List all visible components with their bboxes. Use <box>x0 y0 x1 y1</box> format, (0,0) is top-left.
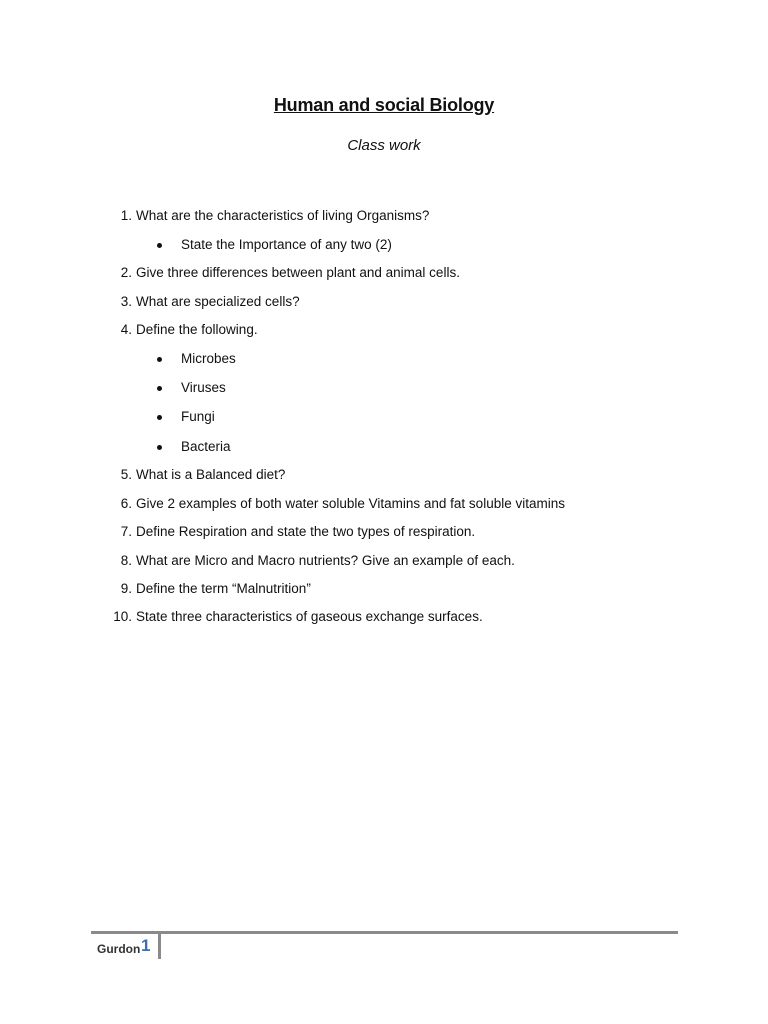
question-number: 8. <box>120 553 132 568</box>
footer-rule <box>91 931 678 934</box>
sub-item-text: State the Importance of any two (2) <box>181 237 392 252</box>
page-number: 1 <box>141 936 151 955</box>
question-number: 5. <box>120 467 132 482</box>
question-number: 4. <box>120 322 132 337</box>
question-text: State three characteristics of gaseous exchange surfaces. <box>136 609 483 624</box>
sub-item-text: Bacteria <box>181 439 231 454</box>
document-subtitle: Class work <box>347 137 421 154</box>
question-text: What are specialized cells? <box>136 294 300 309</box>
question-text: Define the term “Malnutrition” <box>136 581 311 596</box>
question-text: Define Respiration and state the two types of respiration. <box>136 524 476 539</box>
sub-item-text: Microbes <box>181 351 236 366</box>
bullet-icon <box>157 243 162 248</box>
bullet-icon <box>157 445 162 450</box>
question-text: Give 2 examples of both water soluble Vitamins and fat soluble vitamins <box>136 496 565 511</box>
question-text: What are the characteristics of living Organisms? <box>136 208 430 223</box>
question-number: 3. <box>120 294 132 309</box>
question-number: 1. <box>120 208 132 223</box>
question-text: Define the following. <box>136 322 258 337</box>
question-number: 2. <box>120 265 132 280</box>
bullet-icon <box>157 386 162 391</box>
bullet-icon <box>157 357 162 362</box>
sub-item-text: Fungi <box>181 409 215 424</box>
question-number: 6. <box>120 496 132 511</box>
question-text: What is a Balanced diet? <box>136 467 286 482</box>
question-number: 7. <box>120 524 132 539</box>
question-text: Give three differences between plant and animal cells. <box>136 265 460 280</box>
footer-author: Gurdon <box>97 942 141 956</box>
question-number: 9. <box>120 581 132 596</box>
question-number: 10. <box>113 609 132 624</box>
sub-item-text: Viruses <box>181 380 226 395</box>
footer-divider <box>158 934 161 959</box>
document-title: Human and social Biology <box>273 95 495 115</box>
bullet-icon <box>157 415 162 420</box>
question-text: What are Micro and Macro nutrients? Give an example of each. <box>136 553 515 568</box>
